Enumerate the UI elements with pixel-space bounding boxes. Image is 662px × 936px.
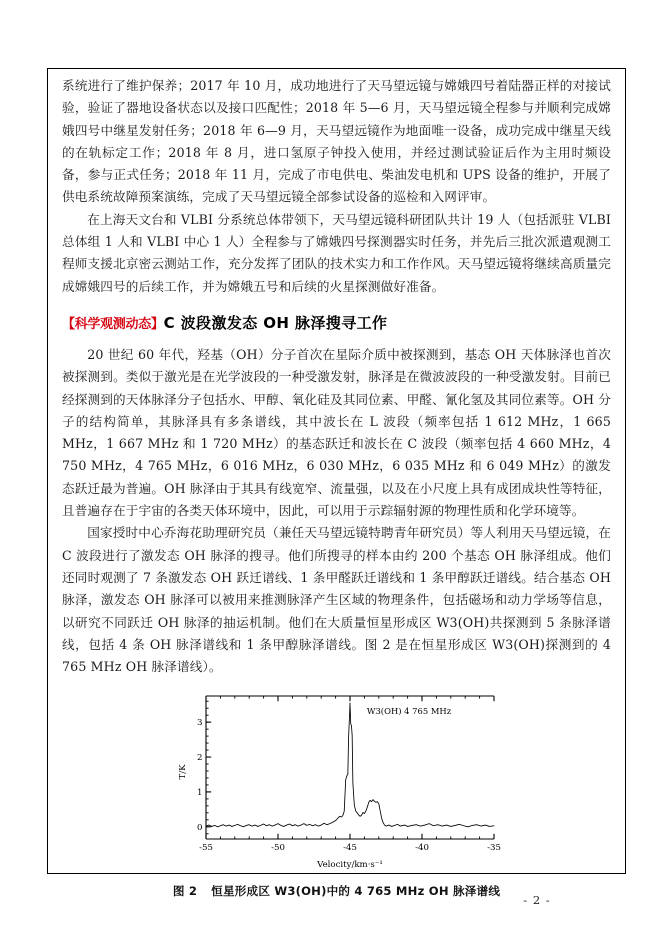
figure-caption-text: 恒星形成区 W3(OH)中的 4 765 MHz OH 脉泽谱线 — [211, 884, 501, 899]
svg-text:0: 0 — [196, 823, 202, 834]
chart-tick-labels — [197, 719, 501, 854]
svg-text:-35: -35 — [486, 843, 501, 854]
figure-caption-number: 图 2 — [172, 884, 198, 899]
svg-text:-45: -45 — [342, 843, 357, 854]
chart-y-axis-label: T/K — [177, 764, 188, 780]
svg-text:3: 3 — [196, 718, 202, 729]
chart-ticks — [206, 696, 494, 839]
chart-annotation: W3(OH) 4 765 MHz — [366, 706, 451, 717]
paragraph-2: 在上海天文台和 VLBI 分系统总体带领下，天马望远镜科研团队共计 19 人（包括派驻 VLBI 总体组 1 人和 VLBI 中心 1 人）全程参与了嫦娥四号探测器实时任务，并先后三批次派遣观测工程师支援北京密云测站工作，充分发挥了团队的技术实力和工作作风。天马望远镜将继续高质量完成嫦娥四号的后续工作，并为嫦娥五号和后续的火星探测做好准备。 — [62, 211, 611, 294]
spectrum-chart — [172, 684, 502, 874]
paragraph-3: 20 世纪 60 年代，羟基（OH）分子首次在星际介质中被探测到，基态 OH 天体脉泽也首次被探测到。类似于激光是在光学波段的一种受激发射，脉泽是在微波波段的一种受激发射。目前已经探测到的天体脉泽分子包括水、甲醇、氧化硅及其同位素、甲醛、氰化氢及其同位素等。OH 分子的结构简单，其脉泽具有多条谱线，其中波长在 L 波段（频率包括 1 612 MHz，1 665 MHz，1 667 MHz 和 1 720 MHz）的基态跃迁和波长在 C 波段（频率包括 4 660 MHz，4 750 MHz，4 765 MHz，6 016 MHz，6 030 MHz，6 035 MHz 和 6 049 MHz）的激发态跃迁最为普遍。OH 脉泽由于其具有线宽窄、流量强，以及在小尺度上具有成团成块性等特征，且普遍存在于宇宙的各类天体环境中，因此，可以用于示踪辐射源的物理性质和化学环境等。 — [62, 346, 611, 519]
svg-text:2: 2 — [196, 753, 202, 764]
spectrum-trace — [206, 703, 494, 827]
page-number: - 2 - — [523, 893, 551, 907]
spectrum-chart-svg — [172, 684, 502, 874]
chart-axes — [206, 696, 494, 839]
paragraph-1: 系统进行了维护保养；2017 年 10 月，成功地进行了天马望远镜与嫦娥四号着陆器正样的对接试验，验证了器地设备状态以及接口匹配性；2018 年 5—6 月，天马望远镜全程参与并顺利完成嫦娥四号中继星发射任务；2018 年 6—9 月，天马望远镜作为地面唯一设备，成功完成中继星天线的在轨标定工作；2018 年 8 月，进口氢原子钟投入使用，并经过测试验证后作为主用时频设备，参与正式任务；2018 年 11 月，完成了市电供电、柴油发电机和 UPS 设备的维护，开展了供电系统故障预案演练，完成了天马望远镜全部参试设备的巡检和入网评审。 — [62, 78, 611, 205]
page-footer — [0, 893, 662, 907]
page-content-frame — [47, 68, 626, 899]
section-heading-tag: 【科学观测动态】 — [62, 316, 164, 332]
figure-2 — [62, 684, 611, 899]
svg-text:-50: -50 — [270, 843, 285, 854]
section-heading-title: C 波段激发态 OH 脉泽搜寻工作 — [163, 313, 388, 332]
svg-text:1: 1 — [196, 788, 202, 799]
chart-x-axis-label: Velocity/km·s⁻¹ — [316, 860, 383, 871]
svg-text:-40: -40 — [414, 843, 429, 854]
section-heading — [62, 312, 611, 336]
paragraph-4: 国家授时中心乔海花助理研究员（兼任天马望远镜特聘青年研究员）等人利用天马望远镜，在 C 波段进行了激发态 OH 脉泽的搜寻。他们所搜寻的样本由约 200 个基态 OH 脉泽组成。他们还同时观测了 7 条激发态 OH 跃迁谱线、1 条甲醛跃迁谱线和 1 条甲醇跃迁谱线。结合基态 OH 脉泽，激发态 OH 脉泽可以被用来推测脉泽产生区域的物理条件，包括磁场和动力学场等信息，以研究不同跃迁 OH 脉泽的抽运机制。他们在大质量恒星形成区 W3(OH)共探测到 5 条脉泽谱线，包括 4 条 OH 脉泽谱线和 1 条甲醇脉泽谱线。图 2 是在恒星形成区 W3(OH)探测到的 4 765 MHz OH 脉泽谱线）。 — [62, 525, 611, 675]
svg-text:-55: -55 — [198, 843, 213, 854]
